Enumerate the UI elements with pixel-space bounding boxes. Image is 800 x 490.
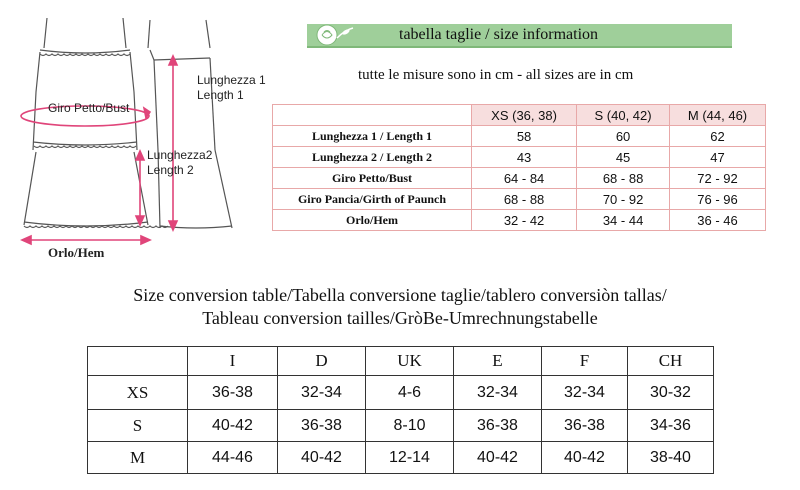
table-cell: 44-46 bbox=[188, 442, 278, 474]
conversion-title-line1: Size conversion table/Tabella conversione taglie/tablero conversiòn tallas/ bbox=[133, 285, 667, 305]
table-cell: 32 - 42 bbox=[472, 210, 577, 231]
garment-sketch bbox=[0, 0, 280, 265]
table-cell: 76 - 96 bbox=[670, 189, 766, 210]
length1-label-en: Length 1 bbox=[197, 88, 244, 102]
table-cell: 32-34 bbox=[278, 376, 366, 410]
country-header-d: D bbox=[278, 347, 366, 376]
table-cell: 68 - 88 bbox=[472, 189, 577, 210]
table-cell: 34 - 44 bbox=[577, 210, 670, 231]
table-cell: 36-38 bbox=[278, 410, 366, 442]
camisole-drawing bbox=[24, 18, 168, 228]
table-cell: 32-34 bbox=[542, 376, 628, 410]
table-cell: 32-34 bbox=[454, 376, 542, 410]
table-row bbox=[88, 442, 714, 474]
table-cell: 43 bbox=[472, 147, 577, 168]
size-information-table bbox=[272, 104, 766, 231]
size-info-banner bbox=[307, 24, 732, 48]
table-cell: 40-42 bbox=[454, 442, 542, 474]
size-conversion-table bbox=[87, 346, 714, 474]
size-header-xs: XS (36, 38) bbox=[472, 105, 577, 126]
size-row-label: XS bbox=[88, 376, 188, 410]
table-cell: 45 bbox=[577, 147, 670, 168]
table-cell: 34-36 bbox=[628, 410, 714, 442]
banner-title: tabella taglie / size information bbox=[399, 26, 599, 43]
table-cell: 36-38 bbox=[542, 410, 628, 442]
table-row bbox=[273, 210, 766, 231]
row-label: Giro Petto/Bust bbox=[273, 168, 472, 189]
table-cell: 36 - 46 bbox=[670, 210, 766, 231]
country-header-f: F bbox=[542, 347, 628, 376]
bust-label: Giro Petto/Bust bbox=[48, 101, 130, 115]
rose-icon bbox=[313, 20, 357, 55]
table-cell: 60 bbox=[577, 126, 670, 147]
table-cell: 72 - 92 bbox=[670, 168, 766, 189]
conversion-corner bbox=[88, 347, 188, 376]
table-row bbox=[88, 376, 714, 410]
row-label: Lunghezza 1 / Length 1 bbox=[273, 126, 472, 147]
row-label: Orlo/Hem bbox=[273, 210, 472, 231]
units-note: tutte le misure sono in cm - all sizes are in cm bbox=[358, 67, 634, 83]
size-row-label: S bbox=[88, 410, 188, 442]
size-header-s: S (40, 42) bbox=[577, 105, 670, 126]
table-row bbox=[273, 168, 766, 189]
table-row bbox=[273, 126, 766, 147]
table-cell: 68 - 88 bbox=[577, 168, 670, 189]
table-cell: 30-32 bbox=[628, 376, 714, 410]
side-view-drawing bbox=[148, 20, 232, 228]
table-cell: 62 bbox=[670, 126, 766, 147]
table-cell: 36-38 bbox=[188, 376, 278, 410]
length2-label-it: Lunghezza2 bbox=[147, 148, 213, 162]
table-cell: 8-10 bbox=[366, 410, 454, 442]
row-label: Giro Pancia/Girth of Paunch bbox=[273, 189, 472, 210]
country-header-ch: CH bbox=[628, 347, 714, 376]
size-table-corner bbox=[273, 105, 472, 126]
conversion-title-line2: Tableau conversion tailles/GròBe-Umrechnungstabelle bbox=[202, 308, 598, 328]
size-table-header-row bbox=[273, 105, 766, 126]
table-cell: 40-42 bbox=[278, 442, 366, 474]
garment-illustration bbox=[0, 0, 280, 265]
table-cell: 40-42 bbox=[542, 442, 628, 474]
length2-label-en: Length 2 bbox=[147, 163, 194, 177]
size-row-label: M bbox=[88, 442, 188, 474]
table-cell: 36-38 bbox=[454, 410, 542, 442]
table-cell: 12-14 bbox=[366, 442, 454, 474]
table-row bbox=[273, 147, 766, 168]
row-label: Lunghezza 2 / Length 2 bbox=[273, 147, 472, 168]
table-cell: 47 bbox=[670, 147, 766, 168]
table-cell: 4-6 bbox=[366, 376, 454, 410]
country-header-i: I bbox=[188, 347, 278, 376]
table-row bbox=[88, 410, 714, 442]
conversion-header-row bbox=[88, 347, 714, 376]
hem-label: Orlo/Hem bbox=[48, 245, 105, 260]
country-header-e: E bbox=[454, 347, 542, 376]
table-cell: 64 - 84 bbox=[472, 168, 577, 189]
country-header-uk: UK bbox=[366, 347, 454, 376]
table-row bbox=[273, 189, 766, 210]
table-cell: 40-42 bbox=[188, 410, 278, 442]
table-cell: 38-40 bbox=[628, 442, 714, 474]
size-header-m: M (44, 46) bbox=[670, 105, 766, 126]
length1-label-it: Lunghezza 1 bbox=[197, 73, 266, 87]
table-cell: 70 - 92 bbox=[577, 189, 670, 210]
table-cell: 58 bbox=[472, 126, 577, 147]
